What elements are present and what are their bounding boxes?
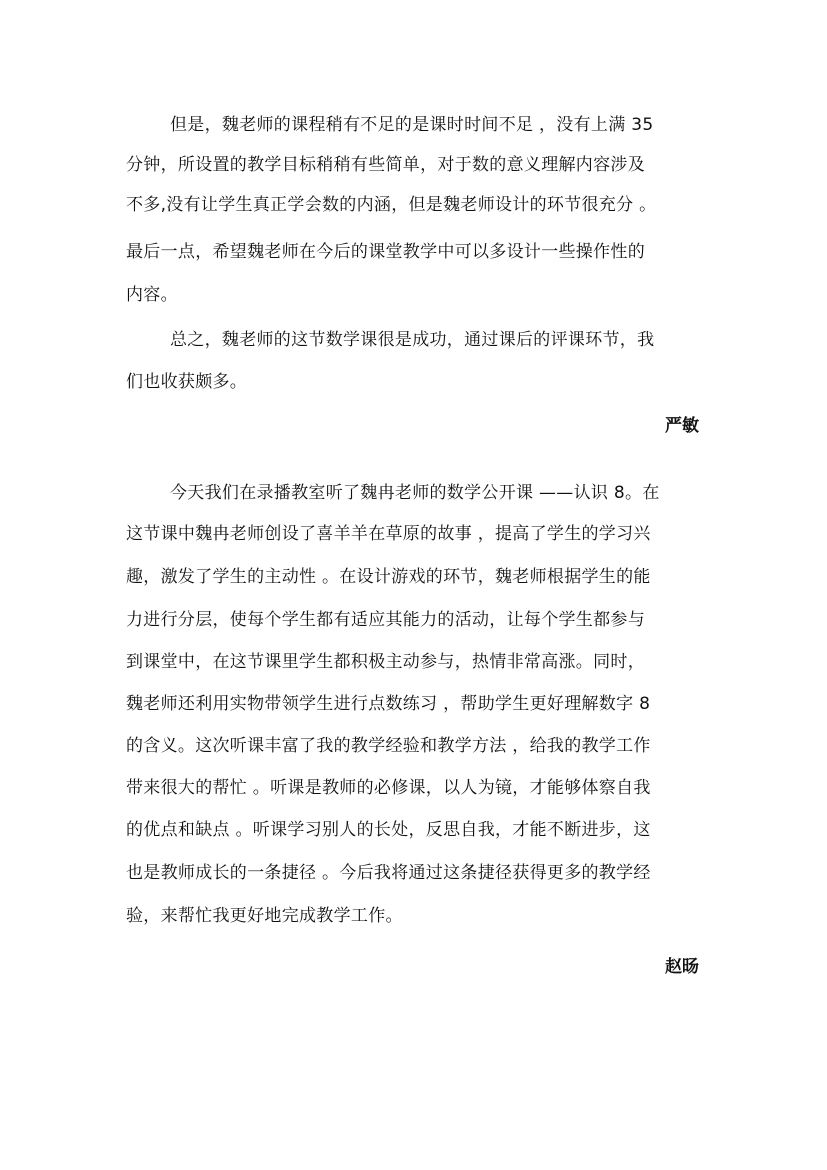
- paragraph-line: 的含义。这次听课丰富了我的教学经验和教学方法 ，给我的教学工作: [126, 736, 651, 756]
- paragraph-line: 魏老师还利用实物带领学生进行点数练习 ，帮助学生更好理解数字 8: [126, 694, 651, 714]
- author-signature: 赵旸: [665, 957, 699, 977]
- paragraph-line: 内容。: [126, 285, 178, 305]
- paragraph-line: 最后一点，希望魏老师在今后的课堂教学中可以多设计一些操作性的: [126, 242, 645, 262]
- paragraph-line: 但是，魏老师的课程稍有不足的是课时时间不足 ，没有上满 35: [170, 115, 654, 135]
- paragraph-line: 带来很大的帮忙 。听课是教师的必修课，以人为镜，才能够体察自我: [126, 778, 651, 798]
- paragraph-line: 们也收获颇多。: [126, 372, 248, 392]
- paragraph-line: 分钟，所设置的教学目标稍稍有些简单，对于数的意义理解内容涉及: [126, 155, 645, 175]
- paragraph-line: 也是教师成长的一条捷径 。今后我将通过这条捷径获得更多的教学经: [126, 863, 651, 883]
- paragraph-line: 总之，魏老师的这节数学课很是成功，通过课后的评课环节，我: [170, 330, 655, 350]
- paragraph-line: 验，来帮忙我更好地完成教学工作。: [126, 906, 403, 926]
- paragraph-line: 力进行分层，使每个学生都有适应其能力的活动，让每个学生都参与: [126, 610, 645, 630]
- author-signature: 严敏: [665, 416, 699, 436]
- paragraph-line: 趣，激发了学生的主动性 。在设计游戏的环节，魏老师根据学生的能: [126, 567, 651, 587]
- paragraph-line: 这节课中魏冉老师创设了喜羊羊在草原的故事 ，提高了学生的学习兴: [126, 524, 651, 544]
- paragraph-line: 今天我们在录播教室听了魏冉老师的数学公开课 ——认识 8。在: [170, 483, 660, 503]
- paragraph-line: 不多,没有让学生真正学会数的内涵，但是魏老师设计的环节很充分 。: [126, 195, 657, 215]
- paragraph-line: 的优点和缺点 。听课学习别人的长处，反思自我，才能不断进步，这: [126, 820, 651, 840]
- paragraph-line: 到课堂中，在这节课里学生都积极主动参与，热情非常高涨。同时，: [126, 652, 645, 672]
